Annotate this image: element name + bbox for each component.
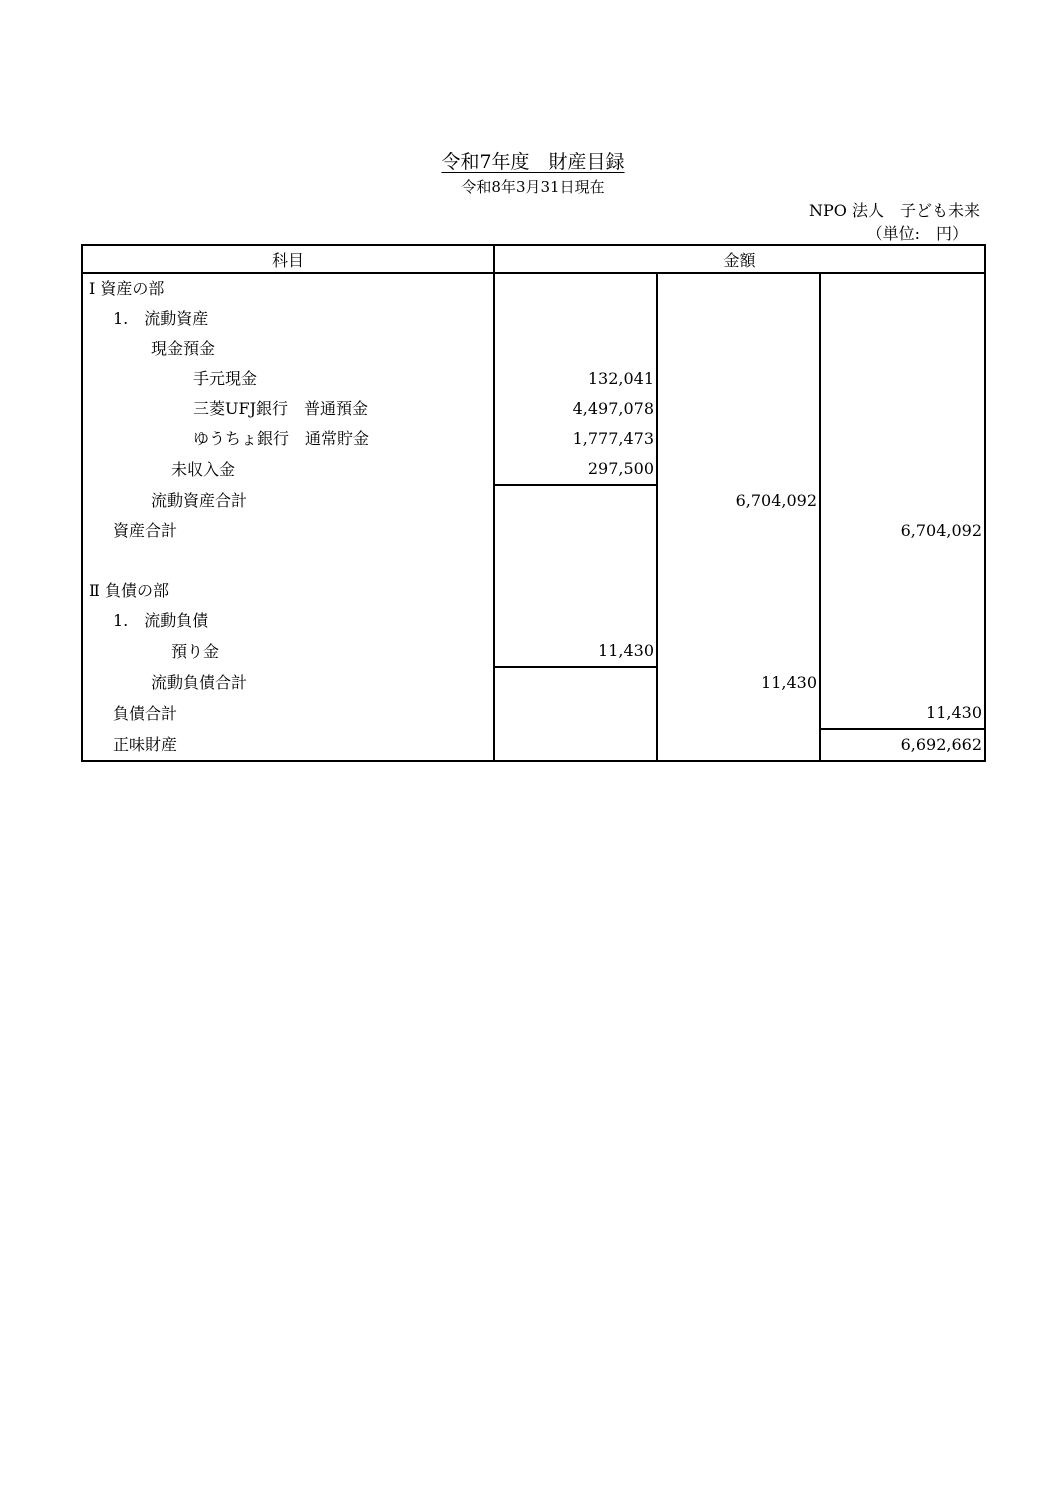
cell-subtotal — [657, 606, 820, 636]
unit-label: （単位: 円） — [866, 224, 968, 243]
row-label: Ⅱ 負債の部 — [82, 576, 494, 606]
table-row — [82, 364, 985, 394]
table-row — [82, 394, 985, 424]
cell-subtotal: 11,430 — [657, 667, 820, 698]
cell-total: 6,704,092 — [820, 516, 985, 546]
table-row — [82, 698, 985, 729]
cell-total — [820, 364, 985, 394]
row-label: 1. 流動負債 — [82, 606, 494, 636]
cell-subtotal — [657, 546, 820, 576]
cell-detail — [494, 334, 657, 364]
table-row — [82, 606, 985, 636]
cell-detail: 4,497,078 — [494, 394, 657, 424]
document-date: 令和8年3月31日現在 — [461, 178, 605, 196]
property-inventory-table — [81, 244, 986, 762]
cell-subtotal: 6,704,092 — [657, 485, 820, 516]
row-label: Ⅰ 資産の部 — [82, 273, 494, 304]
table-row — [82, 454, 985, 485]
row-label: 正味財産 — [82, 729, 494, 761]
cell-detail — [494, 667, 657, 698]
cell-detail — [494, 485, 657, 516]
cell-total — [820, 636, 985, 667]
document-title — [0, 149, 1058, 175]
cell-total — [820, 606, 985, 636]
document-title-text: 令和7年度 財産目録 — [441, 151, 625, 173]
cell-detail: 11,430 — [494, 636, 657, 667]
table-row — [82, 485, 985, 516]
cell-detail — [494, 546, 657, 576]
cell-subtotal — [657, 424, 820, 454]
row-label: 流動負債合計 — [82, 667, 494, 698]
cell-detail: 132,041 — [494, 364, 657, 394]
table-row — [82, 424, 985, 454]
cell-total — [820, 546, 985, 576]
cell-detail — [494, 698, 657, 729]
cell-detail — [494, 606, 657, 636]
cell-subtotal — [657, 729, 820, 761]
cell-subtotal — [657, 273, 820, 304]
table-row — [82, 667, 985, 698]
table-row — [82, 273, 985, 304]
row-label: 現金預金 — [82, 334, 494, 364]
table-row — [82, 576, 985, 606]
row-label: 負債合計 — [82, 698, 494, 729]
cell-total — [820, 485, 985, 516]
cell-detail — [494, 516, 657, 546]
cell-subtotal — [657, 516, 820, 546]
cell-subtotal — [657, 364, 820, 394]
cell-detail: 297,500 — [494, 454, 657, 485]
cell-detail — [494, 304, 657, 334]
row-label: 未収入金 — [82, 454, 494, 485]
table-header-row — [82, 245, 985, 273]
cell-detail: 1,777,473 — [494, 424, 657, 454]
row-label: 手元現金 — [82, 364, 494, 394]
cell-total: 6,692,662 — [820, 729, 985, 761]
cell-total — [820, 576, 985, 606]
cell-subtotal — [657, 698, 820, 729]
row-label: ゆうちょ銀行 通常貯金 — [82, 424, 494, 454]
cell-total — [820, 273, 985, 304]
header-amount: 金額 — [494, 245, 985, 273]
row-label: 1. 流動資産 — [82, 304, 494, 334]
cell-total — [820, 454, 985, 485]
cell-total: 11,430 — [820, 698, 985, 729]
table-row — [82, 636, 985, 667]
cell-subtotal — [657, 394, 820, 424]
organization-name: NPO 法人 子ども未来 — [809, 201, 980, 220]
header-account: 科目 — [82, 245, 494, 273]
row-label: 流動資産合計 — [82, 485, 494, 516]
table-row — [82, 304, 985, 334]
table-row — [82, 516, 985, 546]
cell-subtotal — [657, 454, 820, 485]
cell-total — [820, 334, 985, 364]
row-label: 預り金 — [82, 636, 494, 667]
cell-total — [820, 394, 985, 424]
cell-detail — [494, 273, 657, 304]
cell-total — [820, 304, 985, 334]
row-label: 資産合計 — [82, 516, 494, 546]
cell-subtotal — [657, 636, 820, 667]
cell-subtotal — [657, 304, 820, 334]
cell-subtotal — [657, 576, 820, 606]
table-row — [82, 546, 985, 576]
cell-detail — [494, 576, 657, 606]
row-label — [82, 546, 494, 576]
table-row — [82, 729, 985, 761]
cell-detail — [494, 729, 657, 761]
row-label: 三菱UFJ銀行 普通預金 — [82, 394, 494, 424]
table-row — [82, 334, 985, 364]
cell-subtotal — [657, 334, 820, 364]
cell-total — [820, 667, 985, 698]
cell-total — [820, 424, 985, 454]
